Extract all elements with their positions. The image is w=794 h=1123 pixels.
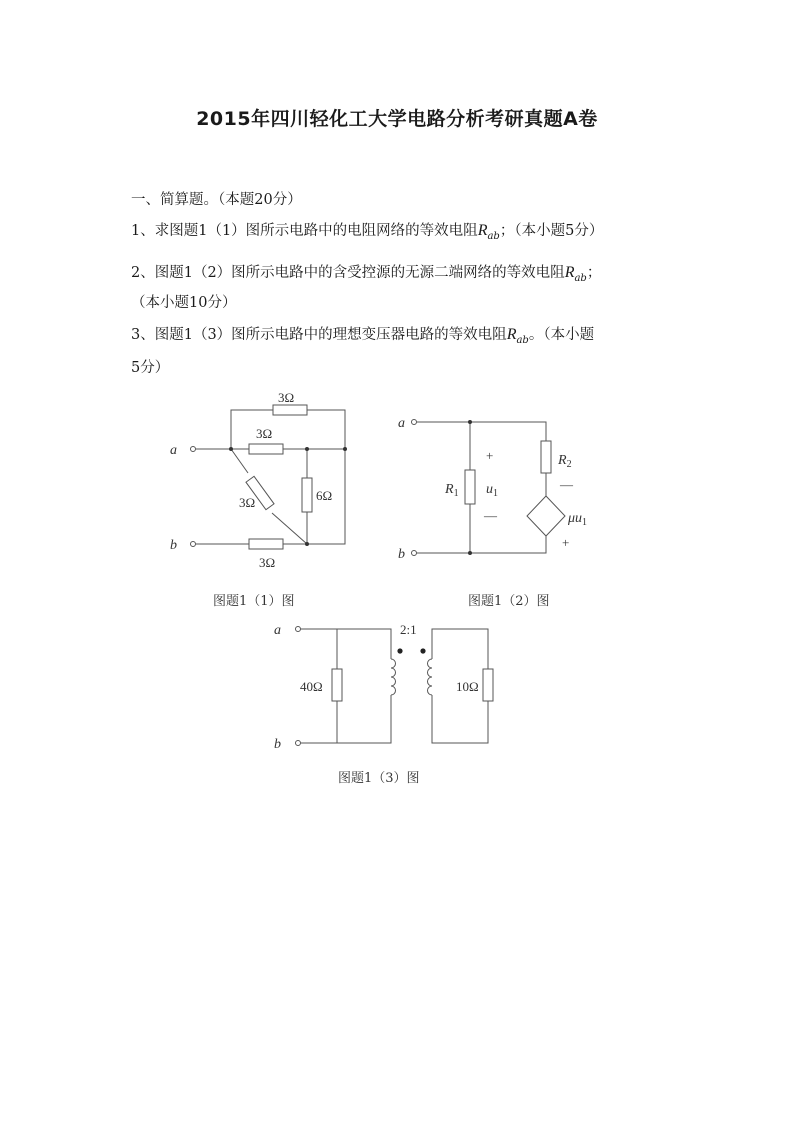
terminal-a-node bbox=[296, 627, 301, 632]
fig2-label-r1: $R_1$ bbox=[445, 482, 459, 499]
fig2-minus-sign: — bbox=[484, 508, 497, 523]
dependent-source bbox=[527, 496, 565, 536]
junction-dot bbox=[468, 551, 472, 555]
terminal-a-node bbox=[191, 447, 196, 452]
terminal-b-node bbox=[412, 551, 417, 556]
resistor-right bbox=[302, 478, 312, 512]
fig3-label-a: a bbox=[274, 623, 281, 638]
fig3-turns-ratio: 2:1 bbox=[400, 622, 417, 637]
fig2-source-label: $\mu u_1$ bbox=[568, 511, 588, 528]
question-1-sub: ab bbox=[487, 230, 500, 242]
page-title: 2015年四川轻化工大学电路分析考研真题A卷 bbox=[196, 108, 598, 130]
resistor-bottom bbox=[249, 539, 283, 549]
question-1-tail: ；（本小题5分） bbox=[499, 223, 604, 239]
figure-2-caption: 图题1（2）图 bbox=[468, 594, 550, 609]
fig1-label-r-diagonal: 3Ω bbox=[239, 495, 256, 510]
fig3-label-r-left: 40Ω bbox=[300, 679, 323, 694]
question-3-text: 3、图题1（3）图所示电路中的理想变压器电路的等效电阻 bbox=[131, 327, 507, 343]
terminal-b-node bbox=[296, 741, 301, 746]
fig3-label-r-right: 10Ω bbox=[456, 679, 479, 694]
question-1 bbox=[131, 219, 603, 242]
fig1-label-b: b bbox=[170, 538, 177, 553]
question-3 bbox=[131, 323, 594, 346]
figure-2-circuit bbox=[390, 405, 610, 570]
junction-dot bbox=[305, 447, 309, 451]
fig2-source-plus: + bbox=[562, 535, 570, 550]
junction-dot bbox=[229, 447, 233, 451]
fig3-label-b: b bbox=[274, 737, 281, 752]
figure-1-circuit bbox=[160, 385, 360, 585]
secondary-coil bbox=[428, 659, 433, 695]
question-2-text: 2、图题1（2）图所示电路中的含受控源的无源二端网络的等效电阻 bbox=[131, 265, 565, 281]
question-2 bbox=[131, 261, 601, 284]
fig2-label-u1: $u_1$ bbox=[486, 482, 498, 499]
figure-3-caption: 图题1（3）图 bbox=[338, 771, 420, 786]
junction-dot bbox=[343, 447, 347, 451]
question-2-tail: ； bbox=[586, 265, 602, 281]
fig2-label-a: a bbox=[398, 416, 405, 431]
question-3-sub: ab bbox=[516, 334, 529, 346]
resistor-middle bbox=[249, 444, 283, 454]
fig2-plus-sign: + bbox=[486, 448, 494, 463]
primary-coil bbox=[391, 659, 396, 695]
fig1-label-r-top: 3Ω bbox=[278, 390, 295, 405]
fig1-label-r-middle: 3Ω bbox=[256, 426, 273, 441]
polarity-dot bbox=[420, 648, 425, 653]
resistor-r1 bbox=[465, 470, 475, 504]
fig2-label-r2: $R_2$ bbox=[558, 453, 572, 470]
terminal-a-node bbox=[412, 420, 417, 425]
question-3-symbol: R bbox=[506, 326, 517, 343]
resistor-r2 bbox=[541, 441, 551, 473]
fig1-label-r-right: 6Ω bbox=[316, 488, 333, 503]
resistor-40ohm bbox=[332, 669, 342, 701]
question-3-line2: 5分） bbox=[131, 360, 170, 376]
question-3-tail: 。（本小题 bbox=[528, 327, 595, 343]
junction-dot bbox=[468, 420, 472, 424]
fig1-label-a: a bbox=[170, 443, 177, 458]
question-2-symbol: R bbox=[564, 264, 575, 281]
question-2-line2: （本小题10分） bbox=[131, 295, 237, 311]
terminal-b-node bbox=[191, 542, 196, 547]
fig2-source-minus: — bbox=[560, 477, 573, 492]
section-heading: 一、简算题。（本题20分） bbox=[131, 192, 302, 208]
junction-dot bbox=[305, 542, 309, 546]
fig1-label-r-bottom: 3Ω bbox=[259, 555, 276, 570]
resistor-10ohm bbox=[483, 669, 493, 701]
resistor-top bbox=[273, 405, 307, 415]
figure-1-caption: 图题1（1）图 bbox=[213, 594, 295, 609]
question-1-symbol: R bbox=[477, 222, 488, 239]
question-2-sub: ab bbox=[574, 272, 587, 284]
question-1-text: 1、求图题1（1）图所示电路中的电阻网络的等效电阻 bbox=[131, 223, 478, 239]
fig2-label-b: b bbox=[398, 547, 405, 562]
polarity-dot bbox=[397, 648, 402, 653]
figure-3-circuit bbox=[270, 615, 510, 755]
